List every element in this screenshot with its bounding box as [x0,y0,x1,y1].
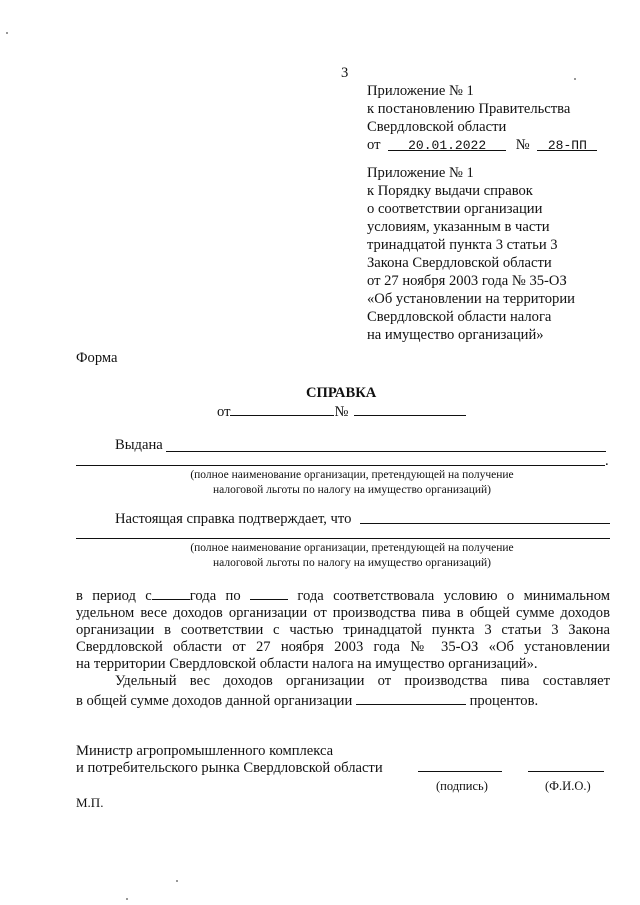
share-line-2-suffix: процентов. [469,693,539,709]
body-line-5: на территории Свердловской области налога на имущество организаций». [76,656,538,672]
confirms-field-line-2[interactable] [76,538,610,539]
annex-2-line: тринадцатой пункта 3 статьи 3 [367,237,558,253]
annex-2-line: Приложение № 1 [367,165,474,181]
annex-1-title: Приложение № 1 [367,83,474,99]
period-to-field[interactable] [250,585,288,600]
minister-line-2: и потребительского рынка Свердловской области [76,760,383,776]
share-line-1: Удельный вес доходов организации от производства пива составляет [115,673,610,689]
annex-2-line: о соответствии организации [367,201,543,217]
annex-2-line: условиям, указанным в части [367,219,550,235]
certificate-date-prefix: от [217,404,231,420]
certificate-number-field[interactable] [354,401,466,416]
period-from-label: в период с [76,588,152,604]
confirms-field-line[interactable] [360,523,610,524]
share-line-2-prefix: в общей сумме доходов данной организации [76,693,353,709]
issued-hint-line-2: налоговой льготы по налогу на имущество организаций) [212,484,491,496]
certificate-number-prefix: № [334,404,349,420]
share-line-2 [76,690,610,710]
annex-2-line: Свердловской области налога [367,309,552,325]
scan-speck [176,880,178,882]
annex-2-line: Закона Свердловской области [367,255,552,271]
period-from-field[interactable] [152,585,190,600]
confirms-label: Настоящая справка подтверждает, что [115,511,352,527]
issued-label: Выдана [115,437,163,453]
annex-1-number: 28-ПП [547,138,587,153]
annex-1-number-prefix: № [515,137,530,153]
body-paragraph [76,585,610,710]
signature-field-line[interactable] [418,771,502,772]
scan-speck [6,32,8,34]
confirms-hint [76,541,628,571]
annex-1-line-2: к постановлению Правительства [367,101,571,117]
scan-speck [574,78,576,80]
minister-line-1: Министр агропромышленного комплекса [76,743,334,759]
page-number: 3 [341,65,349,81]
name-caption: (Ф.И.О.) [545,779,591,793]
name-field-line[interactable] [528,771,604,772]
annex-1-date-prefix: от [367,137,381,153]
annex-2-line: на имущество организаций» [367,327,544,343]
annex-2-line: «Об установлении на территории [367,291,575,307]
annex-1-line-3: Свердловской области [367,119,507,135]
signature-caption: (подпись) [436,779,488,793]
scan-speck [126,898,128,900]
issued-trailing-dot: . [605,453,609,469]
annex-1-date-field [388,136,506,151]
annex-1-date: 20.01.2022 [408,138,487,153]
confirms-hint-line-1: (полное наименование организации, претендующей на получение [190,542,514,554]
certificate-date-number-line [217,401,466,421]
body-line-1 [76,585,610,605]
certificate-date-field[interactable] [230,401,334,416]
confirms-hint-line-2: налоговой льготы по налогу на имущество организаций) [212,557,491,569]
share-percent-field[interactable] [356,690,466,705]
body-line-4: Свердловской области от 27 ноября 2003 года № 35-ОЗ «Об установлении [76,639,610,655]
issued-hint-line-1: (полное наименование организации, претендующей на получение [190,469,514,481]
year-to-label: года по [189,588,241,604]
body-line-2: удельном весе доходов организации от производства пива в общей сумме доходов [76,605,610,621]
body-line-1-rest: года соответствовала условию о минимальном [297,588,610,604]
issued-field-line[interactable] [166,451,606,452]
annex-2-line: от 27 ноября 2003 года № 35-ОЗ [367,273,567,289]
annex-2-block [367,164,575,344]
form-label: Форма [76,350,118,366]
issued-field-line-2[interactable] [76,465,605,466]
certificate-title: СПРАВКА [306,385,377,401]
annex-1-date-line [367,136,597,154]
annex-1-block [367,82,597,154]
body-line-3: организации в соответствии с частью тринадцатой пункта 3 статьи 3 Закона [76,622,610,638]
annex-2-line: к Порядку выдачи справок [367,183,533,199]
annex-1-number-field [537,136,597,151]
issued-hint [76,468,628,498]
seal-label: М.П. [76,795,104,810]
